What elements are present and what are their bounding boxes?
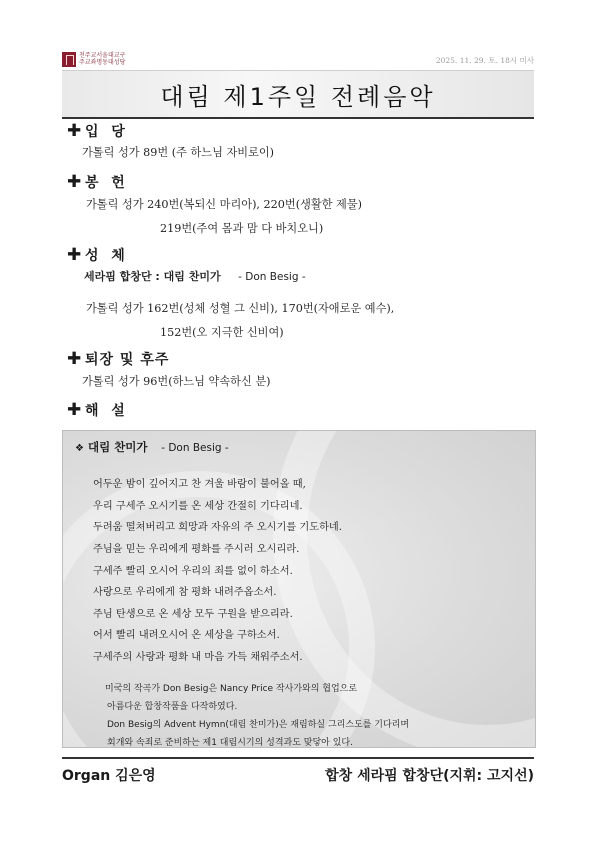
communion-hymns: 가톨릭 성가 162번(성체 성혈 그 신비), 170번(자애로운 예수),	[86, 302, 395, 315]
composer: - Don Besig -	[161, 442, 229, 454]
cross-icon: ✚	[67, 121, 83, 141]
section-recessional-heading	[67, 349, 169, 369]
description-line: 회개와 속죄로 준비하는 제1 대림시기의 성격과도 맞닿아 있다.	[107, 738, 353, 748]
organist-credit: Organ 김은영	[62, 768, 156, 784]
choir-credit: 합창 세라핌 합창단(지휘: 고지선)	[325, 768, 534, 784]
logo-text	[79, 52, 159, 66]
lyric-line: 우리 구세주 오시기를 온 세상 간절히 기다리네.	[93, 501, 303, 512]
commentary-box	[62, 430, 536, 748]
entrance-hymn: 가톨릭 성가 89번 (주 하느님 자비로이)	[82, 146, 275, 159]
lyric-line: 주님 탄생으로 온 세상 모두 구원을 받으리라.	[93, 609, 293, 620]
section-label: 성 체	[85, 248, 126, 264]
piece-title: 대림 찬미가	[87, 440, 148, 454]
description-line: 아름다운 합창작품을 다작하였다.	[107, 702, 238, 712]
logo-line-1: 천주교서울대교구	[79, 52, 126, 59]
cross-icon: ✚	[67, 400, 83, 420]
title-band	[62, 70, 534, 119]
lyric-line: 구세주의 사랑과 평화 내 마음 가득 채워주소서.	[93, 652, 303, 663]
lyric-line: 어두운 밤이 깊어지고 찬 겨울 바람이 불어올 때,	[93, 479, 306, 490]
lyric-line: 두려움 떨쳐버리고 희망과 자유의 주 오시기를 기도하네.	[93, 522, 343, 533]
diamond-icon: ❖	[75, 443, 84, 454]
section-communion-heading	[67, 245, 126, 265]
page-header	[62, 52, 534, 68]
cross-icon: ✚	[67, 245, 83, 265]
cross-icon: ✚	[67, 349, 83, 369]
lyric-line: 어서 빨리 내려오시어 온 세상을 구하소서.	[93, 630, 280, 641]
description-line: 미국의 작곡가 Don Besig은 Nancy Price 작사가와의 협업으로	[105, 684, 358, 694]
lyric-line: 주님을 믿는 우리에게 평화를 주시러 오시리라.	[93, 544, 300, 555]
lyric-line: 사랑으로 우리에게 참 평화 내려주옵소서.	[93, 587, 277, 598]
commentary-heading	[75, 439, 229, 455]
cathedral-logo-icon	[62, 52, 76, 67]
offertory-hymns: 가톨릭 성가 240번(복되신 마리아), 220번(생활한 제물)	[86, 198, 363, 211]
mass-date: 2025. 11. 29. 토. 18시 미사	[435, 56, 534, 65]
composer: - Don Besig -	[238, 271, 306, 283]
description-line: Don Besig의 Advent Hymn(대림 찬미가)은 재림하실 그리스도를 기다리며	[107, 720, 410, 730]
section-label: 퇴장 및 후주	[85, 352, 170, 368]
page-footer	[62, 757, 534, 784]
offertory-hymns-cont: 219번(주여 몸과 맘 다 바치오니)	[160, 222, 324, 235]
cross-icon: ✚	[67, 172, 83, 192]
lyric-line: 구세주 빨리 오시어 우리의 죄를 없이 하소서.	[93, 566, 293, 577]
recessional-hymn: 가톨릭 성가 96번(하느님 약속하신 분)	[82, 375, 271, 388]
section-label: 입 당	[85, 124, 126, 140]
page-title: 대림 제1주일 전례음악	[160, 83, 436, 111]
section-offertory-heading	[67, 172, 126, 192]
section-label: 봉 헌	[85, 175, 126, 191]
communion-hymns-cont: 152번(오 지극한 신비여)	[160, 326, 284, 339]
communion-choir	[84, 268, 306, 284]
section-entrance-heading	[67, 121, 126, 141]
logo-line-2: 주교좌명동대성당	[79, 59, 126, 66]
section-commentary-heading	[67, 400, 126, 420]
choir-piece: 세라핌 합창단 : 대림 찬미가	[84, 270, 221, 283]
section-label: 해 설	[85, 403, 126, 419]
